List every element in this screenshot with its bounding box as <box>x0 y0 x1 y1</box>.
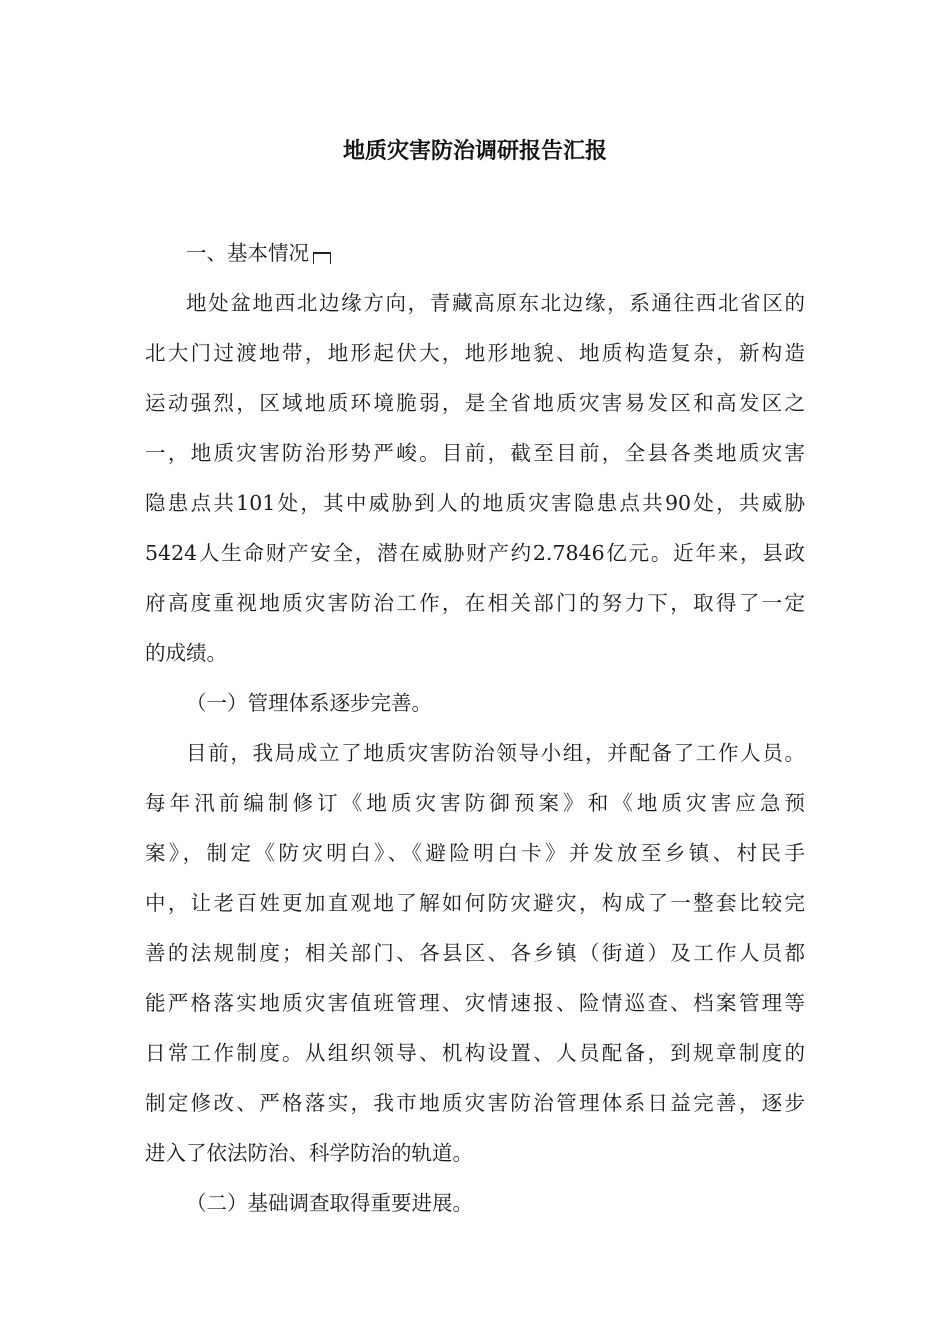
paragraph-line: 一，地质灾害防治形势严峻。目前，截至目前，全县各类地质灾害 <box>145 441 805 465</box>
paragraph-overview <box>145 278 805 678</box>
paragraph-line: 地处盆地西北边缘方向，青藏高原东北边缘，系通往西北省区的 <box>186 291 805 315</box>
paragraph-line: 能严格落实地质灾害值班管理、灾情速报、险情巡查、档案管理等 <box>145 991 805 1015</box>
paragraph-line: 中，让老百姓更加直观地了解如何防灾避灾，构成了一整套比较完 <box>145 891 805 915</box>
paragraph-line: 善的法规制度；相关部门、各县区、各乡镇（街道）及工作人员都 <box>145 941 805 965</box>
paragraph-line: 进入了依法防治、科学防治的轨道。 <box>145 1141 473 1165</box>
document-title: 地质灾害防治调研报告汇报 <box>342 139 607 164</box>
document-body <box>145 228 805 1228</box>
subsection-heading-survey: （二）基础调查取得重要进展。 <box>186 1191 473 1215</box>
paragraph-line: 日常工作制度。从组织领导、机构设置、人员配备，到规章制度的 <box>145 1041 805 1065</box>
paragraph-line: 5424人生命财产安全，潜在威胁财产约2.7846亿元。近年来，县政 <box>145 541 805 565</box>
paragraph-line: 隐患点共101处，其中威胁到人的地质灾害隐患点共90处，共威胁 <box>145 491 805 515</box>
section-heading-text: 一、基本情况 <box>186 241 309 265</box>
paragraph-management <box>145 728 805 1178</box>
paragraph-line: 北大门过渡地带，地形起伏大，地形地貌、地质构造复杂，新构造 <box>145 341 805 365</box>
edit-mark-icon <box>313 252 331 264</box>
section-heading-basic <box>145 228 805 278</box>
subsection-heading-management: （一）管理体系逐步完善。 <box>186 691 432 715</box>
paragraph-line: 每年汛前编制修订《地质灾害防御预案》和《地质灾害应急预 <box>145 791 805 815</box>
paragraph-line: 的成绩。 <box>145 641 227 665</box>
paragraph-line: 目前，我局成立了地质灾害防治领导小组，并配备了工作人员。 <box>186 741 805 765</box>
paragraph-line: 制定修改、严格落实，我市地质灾害防治管理体系日益完善，逐步 <box>145 1091 805 1115</box>
paragraph-line: 案》，制定《防灾明白》、《避险明白卡》并发放至乡镇、村民手 <box>145 841 805 865</box>
paragraph-line: 运动强烈，区域地质环境脆弱，是全省地质灾害易发区和高发区之 <box>145 391 805 415</box>
paragraph-line: 府高度重视地质灾害防治工作，在相关部门的努力下，取得了一定 <box>145 591 805 615</box>
